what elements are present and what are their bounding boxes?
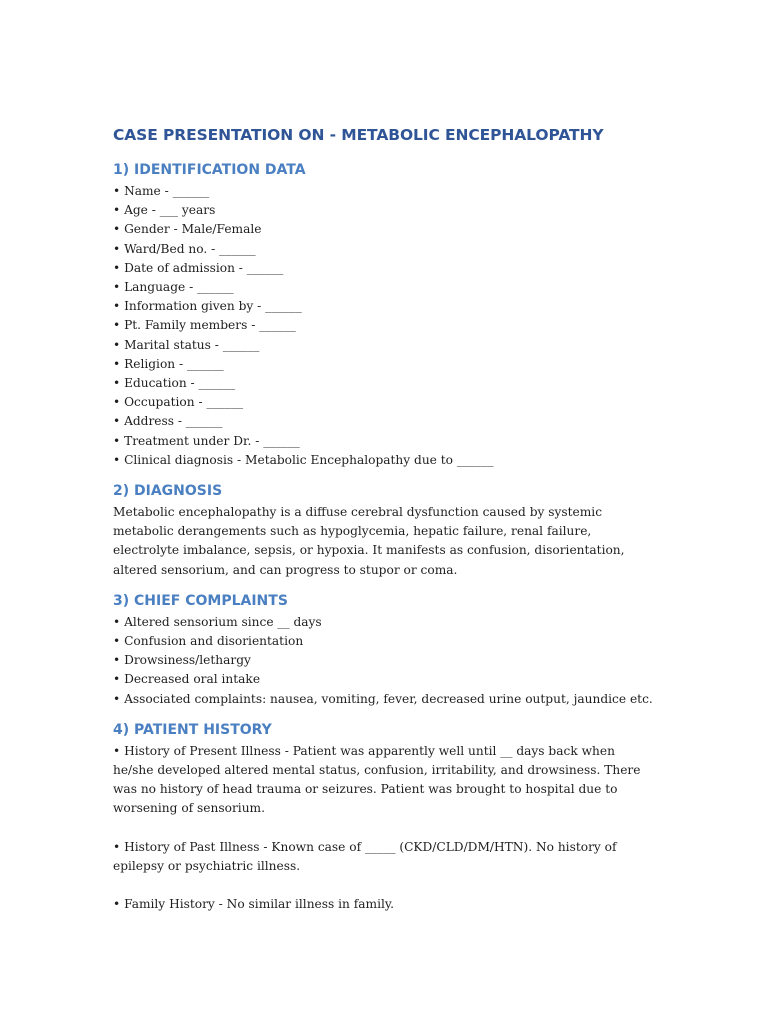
list-item: • Marital status - ______ xyxy=(113,337,260,352)
chief-complaints-list xyxy=(113,613,673,709)
identification-heading: 1) IDENTIFICATION DATA xyxy=(113,162,306,178)
list-item: • Ward/Bed no. - ______ xyxy=(113,241,256,256)
identification-section xyxy=(113,160,673,470)
patient-history-section xyxy=(113,720,673,914)
list-item: • Address - ______ xyxy=(113,414,223,429)
family-history-paragraph: • Family History - No similar illness in family. xyxy=(113,897,395,912)
document-page xyxy=(113,124,673,925)
list-item: • Date of admission - ______ xyxy=(113,260,284,275)
past-illness-paragraph: • History of Past Illness - Known case of _____ (CKD/CLD/DM/HTN). No history of epilepsy or psychiatric illness. xyxy=(113,839,617,873)
list-item: • Treatment under Dr. - ______ xyxy=(113,433,300,448)
diagnosis-section xyxy=(113,481,673,580)
document-title: CASE PRESENTATION ON - METABOLIC ENCEPHALOPATHY xyxy=(113,126,604,144)
chief-complaints-section xyxy=(113,591,673,709)
patient-history-heading: 4) PATIENT HISTORY xyxy=(113,721,272,738)
list-item: • Religion - ______ xyxy=(113,356,224,371)
list-item: • Name - ______ xyxy=(113,184,210,198)
present-illness-paragraph: • History of Present Illness - Patient was apparently well until __ days back when he/she developed altered mental status, confusion, irritability, and drowsiness. There was no history of head trauma or seizures. Patient was brought to hospital due to worsening of sensorium. xyxy=(113,743,641,816)
list-item: • Education - ______ xyxy=(113,376,236,391)
identification-list xyxy=(113,182,673,470)
chief-complaints-heading: 3) CHIEF COMPLAINTS xyxy=(113,592,288,609)
list-item: • Gender - Male/Female xyxy=(113,222,262,237)
list-item: • Information given by - ______ xyxy=(113,299,302,314)
list-item: • Altered sensorium since __ days xyxy=(113,614,322,629)
list-item: • Language - ______ xyxy=(113,280,234,295)
list-item: • Clinical diagnosis - Metabolic Encephalopathy due to ______ xyxy=(113,452,494,467)
list-item: • Associated complaints: nausea, vomiting, fever, decreased urine output, jaundice etc. xyxy=(113,691,653,706)
diagnosis-heading: 2) DIAGNOSIS xyxy=(113,483,223,500)
diagnosis-paragraph: Metabolic encephalopathy is a diffuse cerebral dysfunction caused by systemic metabolic derangements such as hypoglycemia, hepatic failure, renal failure, electrolyte imbalance, sepsis, or hypoxia. It manifests as confusion, disorientation, altered sensorium, and can progress to stupor or coma. xyxy=(113,505,625,577)
paragraph-spacer xyxy=(113,819,673,838)
paragraph-spacer xyxy=(113,876,673,895)
list-item: • Age - ___ years xyxy=(113,203,216,218)
list-item: • Occupation - ______ xyxy=(113,395,244,410)
list-item: • Drowsiness/lethargy xyxy=(113,653,251,668)
list-item: • Pt. Family members - ______ xyxy=(113,318,296,333)
list-item: • Confusion and disorientation xyxy=(113,634,304,649)
list-item: • Decreased oral intake xyxy=(113,672,261,687)
